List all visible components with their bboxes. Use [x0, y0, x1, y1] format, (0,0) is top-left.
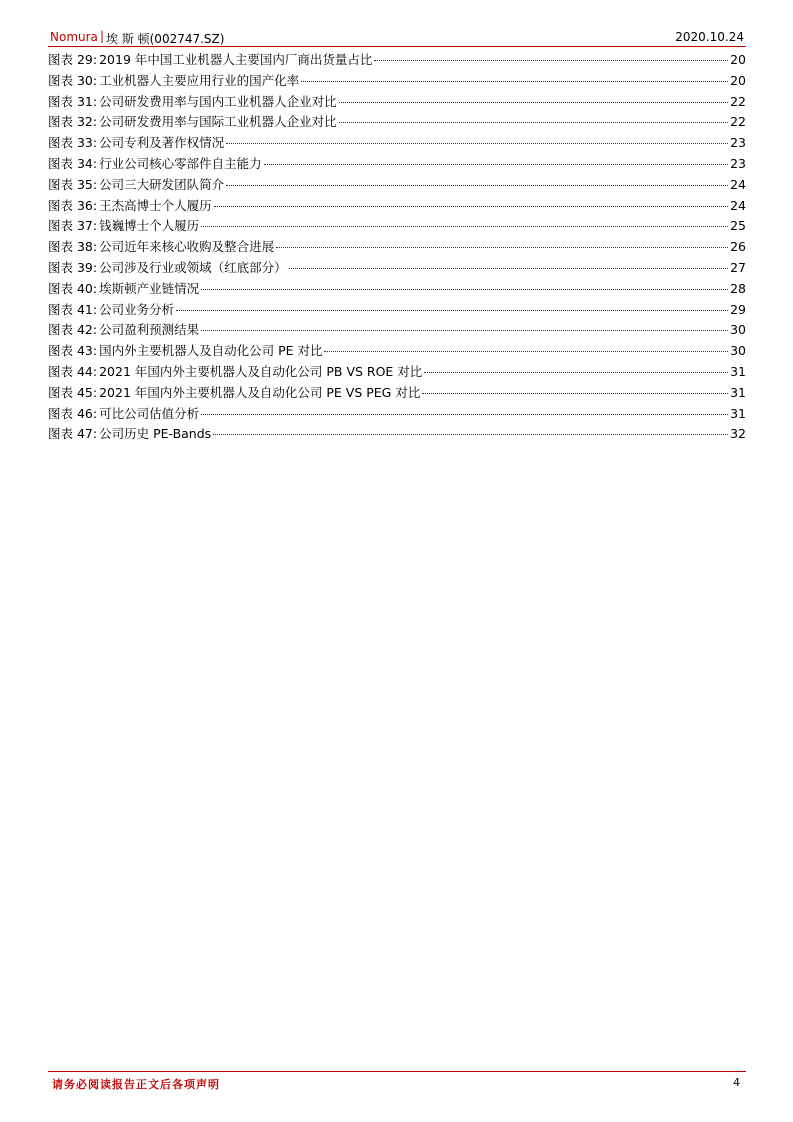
toc-entry[interactable] — [48, 320, 746, 341]
toc-dot-leader — [424, 372, 728, 373]
toc-entry-page: 28 — [730, 280, 746, 296]
page-number: 4 — [733, 1076, 740, 1089]
toc-entry[interactable] — [48, 112, 746, 133]
toc-entry-label: 图表 32: — [48, 114, 98, 130]
toc-entry-title: 公司历史 PE-Bands — [99, 426, 212, 442]
toc-entry[interactable] — [48, 92, 746, 113]
toc-entry-title: 国内外主要机器人及自动化公司 PE 对比 — [99, 343, 323, 359]
toc-entry[interactable] — [48, 424, 746, 445]
toc-entry-label: 图表 33: — [48, 135, 98, 151]
toc-entry-title: 行业公司核心零部件自主能力 — [99, 155, 262, 171]
toc-entry-page: 23 — [730, 155, 746, 171]
toc-entry-label: 图表 46: — [48, 405, 98, 421]
toc-entry-page: 31 — [730, 384, 746, 400]
toc-entry-page: 25 — [730, 218, 746, 234]
report-date: 2020.10.24 — [675, 30, 744, 44]
toc-entry-page: 30 — [730, 322, 746, 338]
toc-entry-title: 可比公司估值分析 — [99, 405, 200, 421]
toc-entry-page: 20 — [730, 52, 746, 67]
toc-entry-title: 公司近年来核心收购及整合进展 — [99, 239, 275, 255]
toc-dot-leader — [213, 434, 728, 435]
toc-entry[interactable] — [48, 154, 746, 175]
toc-entry-title: 2021 年国内外主要机器人及自动化公司 PB VS ROE 对比 — [99, 363, 423, 379]
toc-dot-leader — [201, 226, 728, 227]
toc-entry-label: 图表 38: — [48, 239, 98, 255]
toc-entry-title: 公司研发费用率与国际工业机器人企业对比 — [99, 114, 337, 130]
toc-entry-page: 24 — [730, 197, 746, 213]
toc-entry-label: 图表 36: — [48, 197, 98, 213]
toc-entry-title: 公司盈利预测结果 — [99, 322, 200, 338]
toc-entry-title: 工业机器人主要应用行业的国产化率 — [99, 72, 300, 88]
toc-dot-leader — [214, 206, 728, 207]
toc-dot-leader — [264, 164, 728, 165]
toc-entry[interactable] — [48, 404, 746, 425]
toc-entry-page: 20 — [730, 72, 746, 88]
toc-dot-leader — [339, 122, 728, 123]
toc-entry-page: 23 — [730, 135, 746, 151]
header-separator: | — [100, 29, 105, 43]
toc-entry[interactable] — [48, 50, 746, 71]
toc-entry[interactable] — [48, 341, 746, 362]
toc-entry-label: 图表 39: — [48, 259, 98, 275]
toc-entry-label: 图表 31: — [48, 93, 98, 109]
toc-entry[interactable] — [48, 258, 746, 279]
toc-entry-page: 32 — [730, 426, 746, 442]
toc-entry-label: 图表 40: — [48, 280, 98, 296]
toc-entry-title: 钱巍博士个人履历 — [99, 218, 200, 234]
toc-entry[interactable] — [48, 300, 746, 321]
toc-entry[interactable] — [48, 279, 746, 300]
toc-entry-title: 公司三大研发团队简介 — [99, 176, 225, 192]
toc-entry-label: 图表 30: — [48, 72, 98, 88]
toc-entry-page: 24 — [730, 176, 746, 192]
toc-dot-leader — [339, 102, 728, 103]
toc-entry-label: 图表 37: — [48, 218, 98, 234]
toc-entry-page: 31 — [730, 405, 746, 421]
toc-dot-leader — [201, 414, 728, 415]
toc-entry-title: 公司专利及著作权情况 — [99, 135, 225, 151]
toc-entry[interactable] — [48, 133, 746, 154]
disclaimer-text: 请务必阅读报告正文后各项声明 — [52, 1078, 220, 1091]
toc-entry-label: 图表 43: — [48, 343, 98, 359]
toc-entry-title: 公司业务分析 — [99, 301, 175, 317]
toc-entry-label: 图表 47: — [48, 426, 98, 442]
toc-entry-title: 埃斯顿产业链情况 — [99, 280, 200, 296]
toc-entry-title: 公司研发费用率与国内工业机器人企业对比 — [99, 93, 337, 109]
toc-entry[interactable] — [48, 216, 746, 237]
toc-entry-page: 30 — [730, 343, 746, 359]
toc-dot-leader — [324, 351, 728, 352]
toc-entry-page: 22 — [730, 93, 746, 109]
toc-entry[interactable] — [48, 71, 746, 92]
toc-entry-title: 公司涉及行业或领域（红底部分） — [99, 259, 287, 275]
toc-dot-leader — [422, 393, 728, 394]
toc-entry-label: 图表 29: — [48, 52, 98, 67]
toc-entry-page: 27 — [730, 259, 746, 275]
toc-entry-label: 图表 44: — [48, 363, 98, 379]
page-footer — [48, 1071, 746, 1094]
table-of-figures — [48, 50, 746, 445]
toc-entry-label: 图表 35: — [48, 176, 98, 192]
toc-entry-page: 22 — [730, 114, 746, 130]
brand-name: Nomura — [50, 30, 98, 44]
toc-dot-leader — [276, 247, 728, 248]
company-name: 埃 斯 顿(002747.SZ) — [106, 32, 225, 46]
toc-dot-leader — [301, 81, 728, 82]
toc-entry-title: 2021 年国内外主要机器人及自动化公司 PE VS PEG 对比 — [99, 384, 421, 400]
toc-entry-label: 图表 34: — [48, 155, 98, 171]
toc-entry[interactable] — [48, 237, 746, 258]
toc-dot-leader — [201, 330, 728, 331]
toc-entry[interactable] — [48, 383, 746, 404]
toc-dot-leader — [226, 143, 728, 144]
page-header — [48, 26, 746, 47]
toc-dot-leader — [201, 289, 728, 290]
toc-entry-label: 图表 42: — [48, 322, 98, 338]
toc-entry-title: 2019 年中国工业机器人主要国内厂商出货量占比 — [99, 52, 373, 67]
toc-entry-page: 26 — [730, 239, 746, 255]
toc-dot-leader — [289, 268, 728, 269]
toc-entry[interactable] — [48, 362, 746, 383]
toc-entry-label: 图表 41: — [48, 301, 98, 317]
toc-entry[interactable] — [48, 175, 746, 196]
toc-entry[interactable] — [48, 196, 746, 217]
toc-entry-page: 29 — [730, 301, 746, 317]
toc-dot-leader — [176, 310, 728, 311]
toc-dot-leader — [226, 185, 728, 186]
toc-entry-label: 图表 45: — [48, 384, 98, 400]
toc-entry-title: 王杰高博士个人履历 — [99, 197, 212, 213]
toc-dot-leader — [374, 60, 728, 61]
toc-entry-page: 31 — [730, 363, 746, 379]
